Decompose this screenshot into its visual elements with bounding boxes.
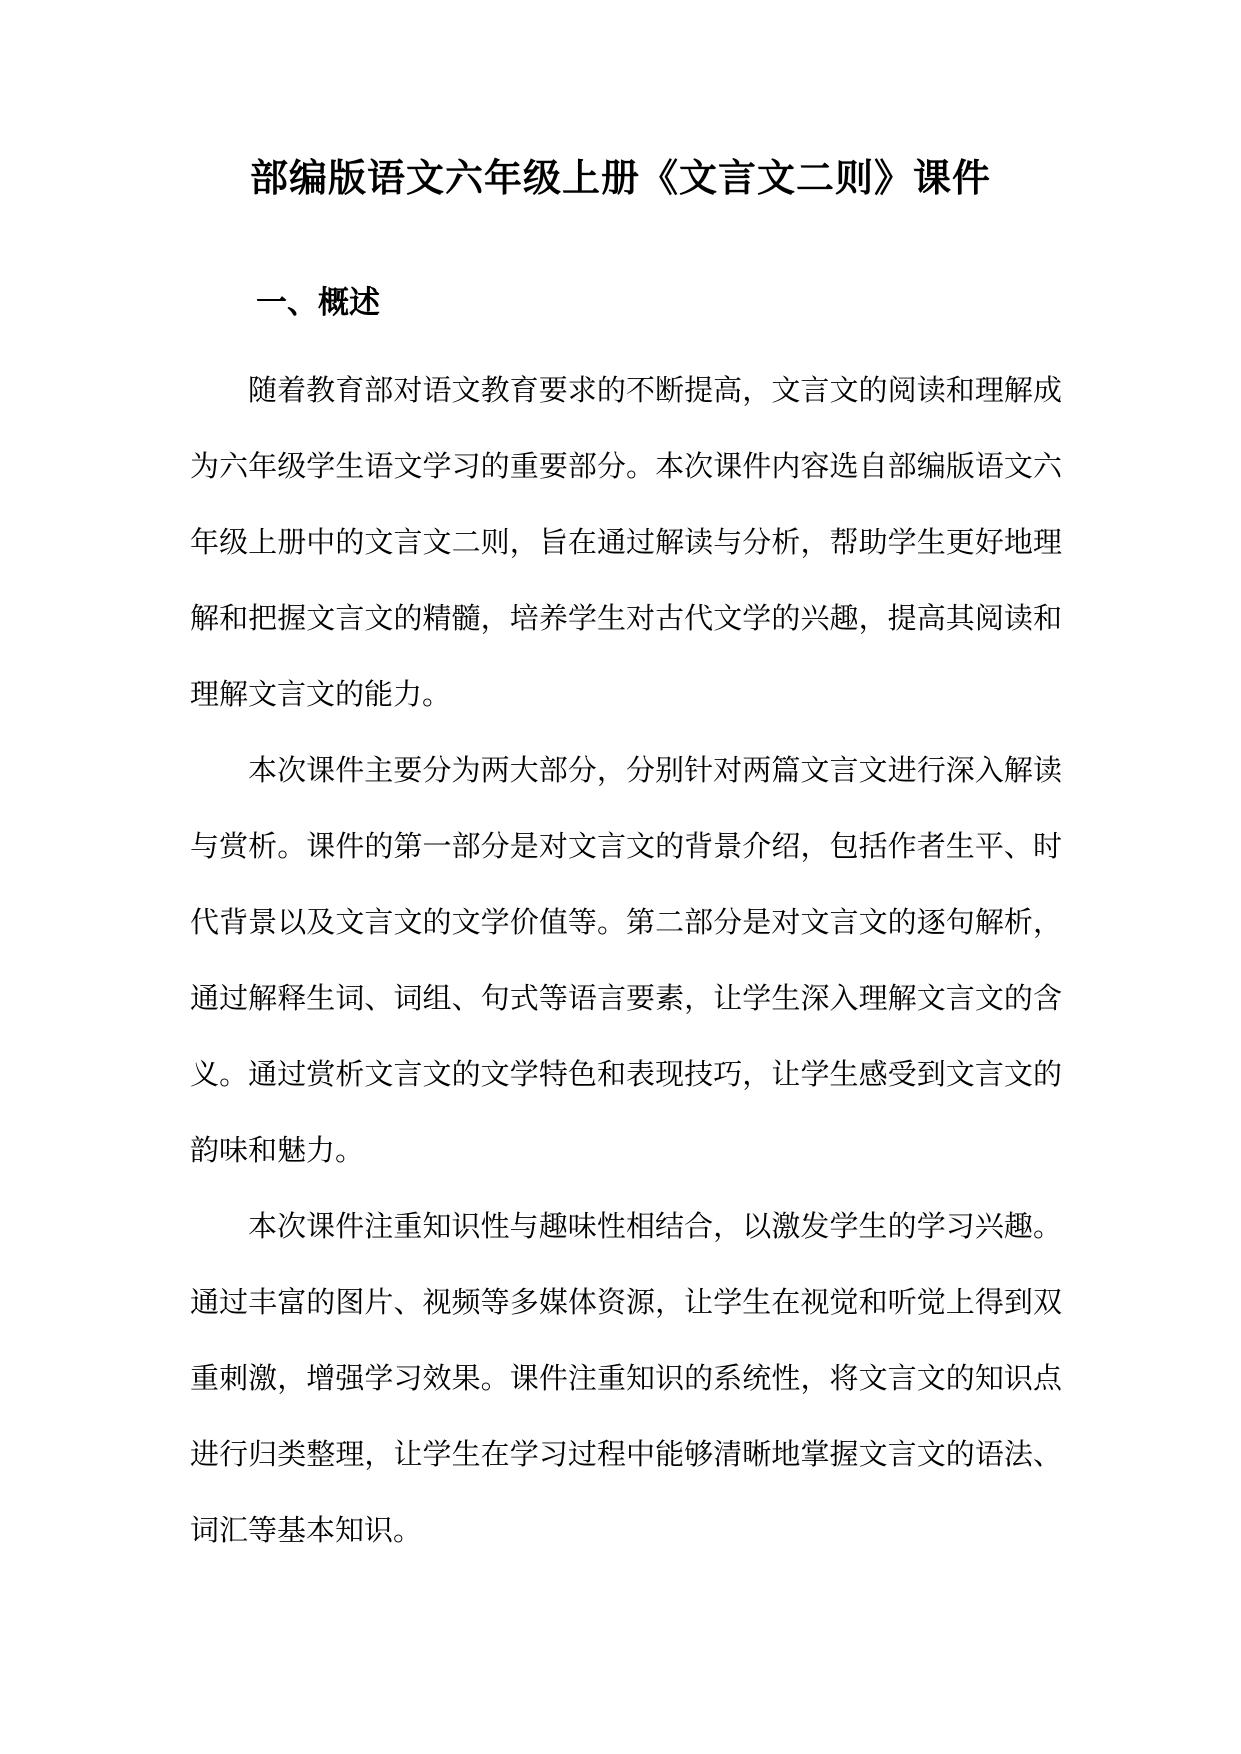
section-heading: 一、概述 bbox=[256, 285, 380, 321]
paragraph-3: 本次课件注重知识性与趣味性相结合，以激发学生的学习兴趣。通过丰富的图片、视频等多媒体资源，让学生在视觉和听觉上得到双重刺激，增强学习效果。课件注重知识的系统性，将文言文的知识点进行归类整理，让学生在学习过程中能够清晰地掌握文言文的语法、词汇等基本知识。 bbox=[190, 1209, 1062, 1547]
paragraph-2: 本次课件主要分为两大部分，分别针对两篇文言文进行深入解读与赏析。课件的第一部分是对文言文的背景介绍，包括作者生平、时代背景以及文言文的文学价值等。第二部分是对文言文的逐句解析，通过解释生词、词组、句式等语言要素，让学生深入理解文言文的含义。通过赏析文言文的文学特色和表现技巧，让学生感受到文言文的韵味和魅力。 bbox=[190, 753, 1062, 1167]
paragraph-1: 随着教育部对语文教育要求的不断提高，文言文的阅读和理解成为六年级学生语文学习的重要部分。本次课件内容选自部编版语文六年级上册中的文言文二则，旨在通过解读与分析，帮助学生更好地理解和把握文言文的精髓，培养学生对古代文学的兴趣，提高其阅读和理解文言文的能力。 bbox=[190, 373, 1062, 711]
document-title: 部编版语文六年级上册《文言文二则》课件 bbox=[249, 156, 991, 200]
